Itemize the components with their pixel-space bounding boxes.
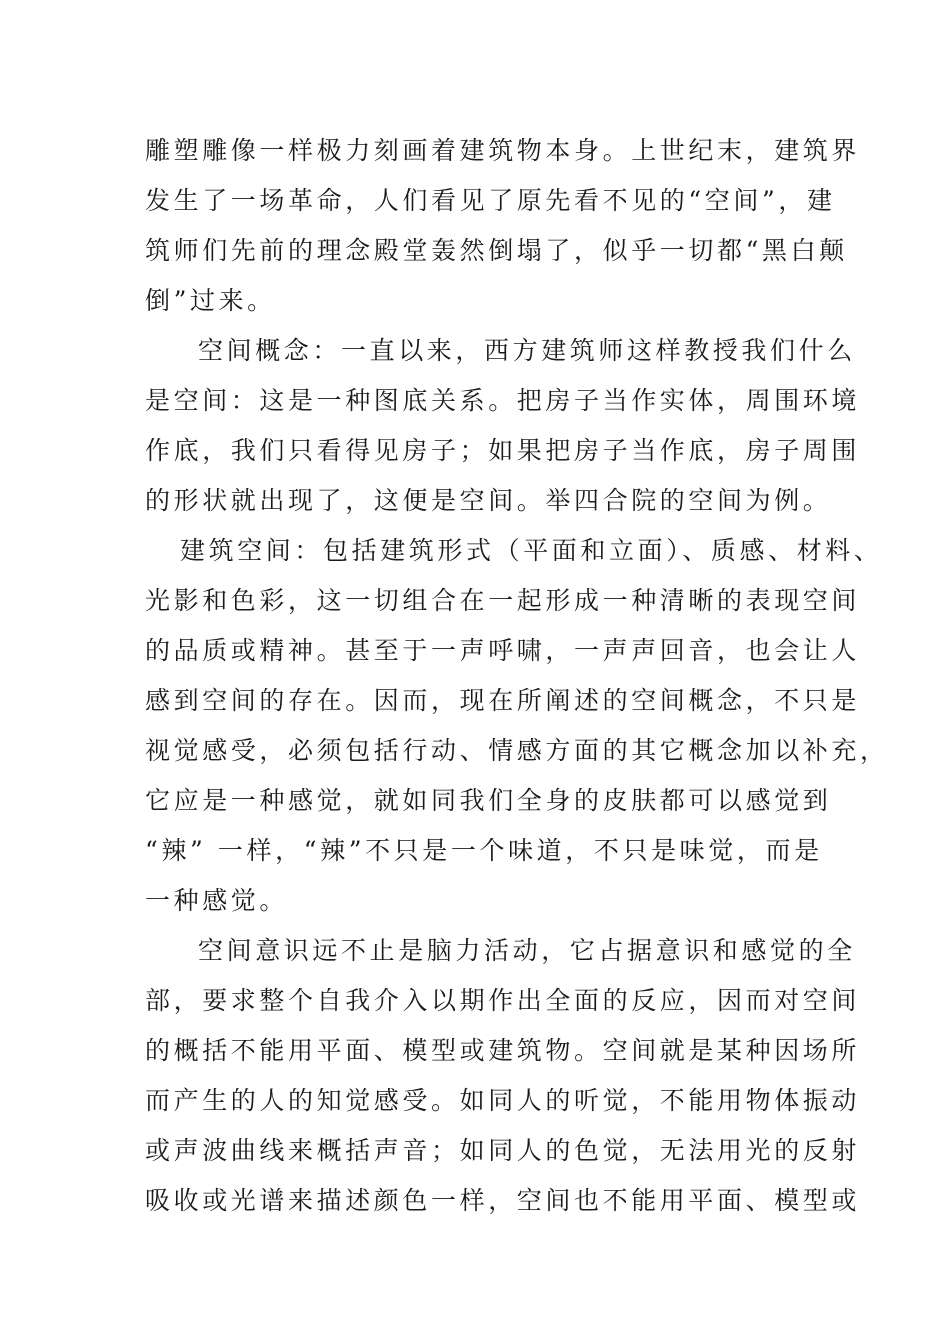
text-line: 的概括不能用平面、模型或建筑物。空间就是某种因场所 xyxy=(145,1036,861,1065)
text-line: 吸收或光谱来描述颜色一样，空间也不能用平面、模型或 xyxy=(145,1186,861,1215)
text-line: 一种感觉。 xyxy=(145,886,289,915)
text-line: 的形状就出现了，这便是空间。举四合院的空间为例。 xyxy=(145,486,832,515)
text-line: 部，要求整个自我介入以期作出全面的反应，因而对空间 xyxy=(145,986,861,1015)
text-line: 筑师们先前的理念殿堂轰然倒塌了，似乎一切都“黑白颠 xyxy=(145,236,848,265)
text-line: 空间意识远不止是脑力活动，它占据意识和感觉的全 xyxy=(198,936,856,965)
text-line: 或声波曲线来概括声音；如同人的色觉，无法用光的反射 xyxy=(145,1136,861,1165)
text-line: 发生了一场革命，人们看见了原先看不见的“空间”，建 xyxy=(145,186,836,215)
text-line: 的品质或精神。甚至于一声呼啸，一声声回音，也会让人 xyxy=(145,636,861,665)
text-line: 感到空间的存在。因而，现在所阐述的空间概念，不只是 xyxy=(145,686,861,715)
text-line: 它应是一种感觉，就如同我们全身的皮肤都可以感觉到 xyxy=(145,786,832,815)
text-line: “辣” 一样，“辣”不只是一个味道，不只是味觉，而是 xyxy=(145,836,823,865)
text-line: 倒”过来。 xyxy=(145,286,276,315)
text-line: 作底，我们只看得见房子；如果把房子当作底，房子周围 xyxy=(145,436,861,465)
text-line: 而产生的人的知觉感受。如同人的听觉，不能用物体振动 xyxy=(145,1086,861,1115)
text-line: 是空间：这是一种图底关系。把房子当作实体，周围环境 xyxy=(145,386,861,415)
text-line: 雕塑雕像一样极力刻画着建筑物本身。上世纪末，建筑界 xyxy=(145,136,861,165)
text-line: 建筑空间：包括建筑形式（平面和立面）、质感、材料、 xyxy=(180,536,883,565)
text-line: 视觉感受，必须包括行动、情感方面的其它概念加以补充， xyxy=(145,736,889,765)
text-line: 光影和色彩，这一切组合在一起形成一种清晰的表现空间 xyxy=(145,586,861,615)
text-line: 空间概念：一直以来，西方建筑师这样教授我们什么 xyxy=(198,336,856,365)
